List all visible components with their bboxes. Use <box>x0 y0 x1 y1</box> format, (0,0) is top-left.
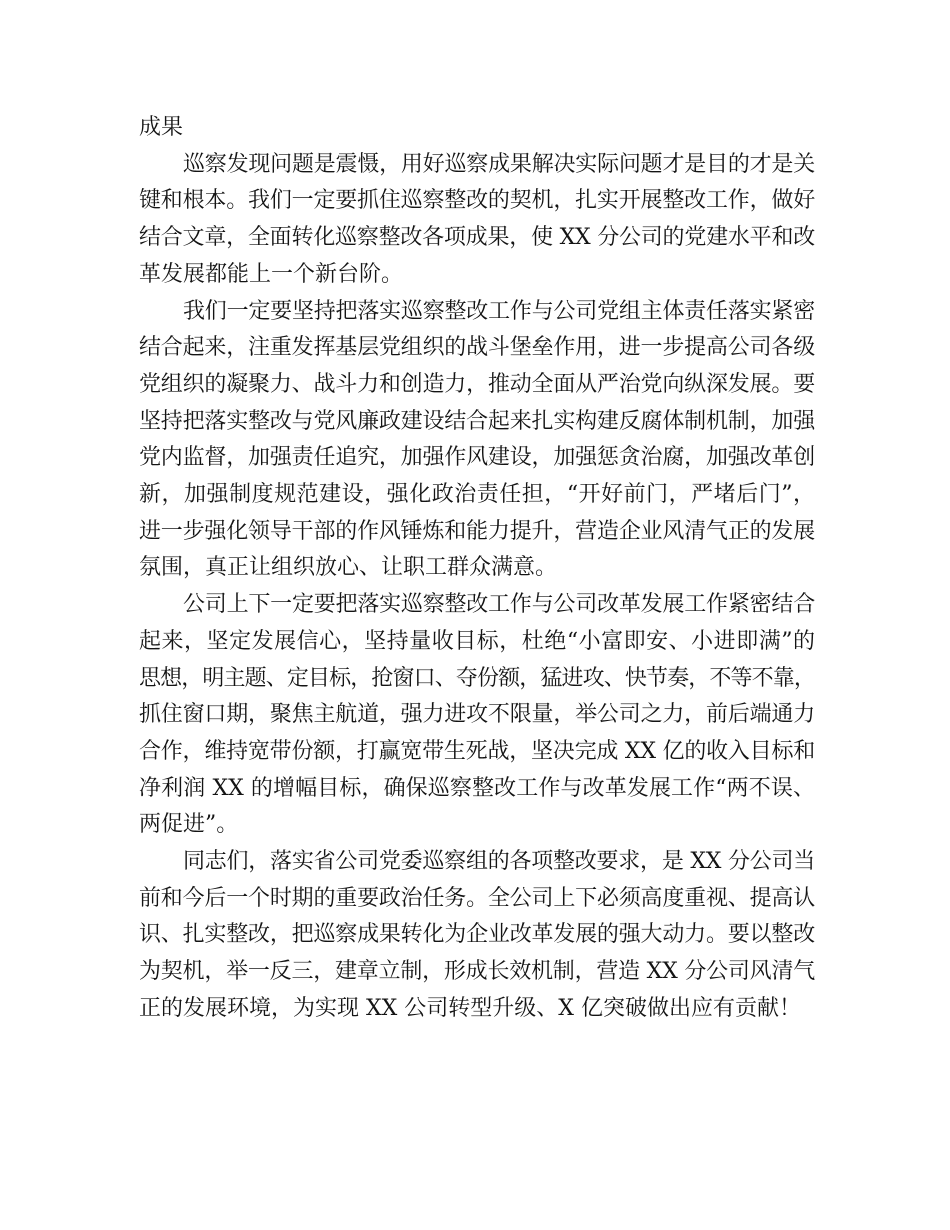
text-line: 党组织的凝聚力、战斗力和创造力，推动全面从严治党向纵深发展。要 <box>139 371 816 397</box>
text-line: 起来，坚定发展信心，坚持量收目标，杜绝“小富即安、小进即满”的 <box>139 628 815 654</box>
text-line: 前和今后一个时期的重要政治任务。全公司上下必须高度重视、提高认 <box>139 885 816 911</box>
text-line: 党内监督，加强责任追究，加强作风建设，加强惩贪治腐，加强改革创 <box>139 445 816 471</box>
text-line: 识、扎实整改，把巡察成果转化为企业改革发展的强大动力。要以整改 <box>139 922 816 948</box>
document-body <box>139 110 815 1028</box>
text-line: 坚持把落实整改与党风廉政建设结合起来扎实构建反腐体制机制，加强 <box>139 408 816 434</box>
text-line: 为契机，举一反三，建章立制，形成长效机制，营造 XX 分公司风清气 <box>139 959 815 985</box>
text-line: 思想，明主题、定目标，抢窗口、夺份额，猛进攻、快节奏，不等不靠， <box>139 665 816 691</box>
text-line: 结合文章，全面转化巡察整改各项成果，使 XX 分公司的党建水平和改 <box>139 225 815 251</box>
text-line: 正的发展环境，为实现 XX 公司转型升级、X 亿突破做出应有贡献！ <box>139 995 801 1021</box>
text-line: 成果 <box>139 115 184 140</box>
text-line: 合作，维持宽带份额，打赢宽带生死战，坚决完成 XX 亿的收入目标和 <box>139 738 815 764</box>
text-line: 新，加强制度规范建设，强化政治责任担，“开好前门，严堵后门”， <box>139 482 815 508</box>
text-line: 我们一定要坚持把落实巡察整改工作与公司党组主体责任落实紧密 <box>183 298 816 324</box>
text-line: 净利润 XX 的增幅目标，确保巡察整改工作与改革发展工作“两不误、 <box>139 775 815 801</box>
text-line: 公司上下一定要把落实巡察整改工作与公司改革发展工作紧密结合 <box>183 592 816 618</box>
text-line: 革发展都能上一个新台阶。 <box>139 261 404 287</box>
text-line: 键和根本。我们一定要抓住巡察整改的契机，扎实开展整改工作，做好 <box>139 188 816 214</box>
text-line: 抓住窗口期，聚焦主航道，强力进攻不限量，举公司之力，前后端通力 <box>139 702 816 728</box>
text-line: 同志们，落实省公司党委巡察组的各项整改要求，是 XX 分公司当 <box>183 849 815 875</box>
text-line: 氛围，真正让组织放心、让职工群众满意。 <box>139 555 558 581</box>
text-line: 结合起来，注重发挥基层党组织的战斗堡垒作用，进一步提高公司各级 <box>139 335 816 361</box>
text-line: 巡察发现问题是震慑，用好巡察成果解决实际问题才是目的才是关 <box>183 151 816 177</box>
text-line: 进一步强化领导干部的作风锤炼和能力提升，营造企业风清气正的发展 <box>139 518 816 544</box>
text-line: 两促进”。 <box>139 812 239 838</box>
